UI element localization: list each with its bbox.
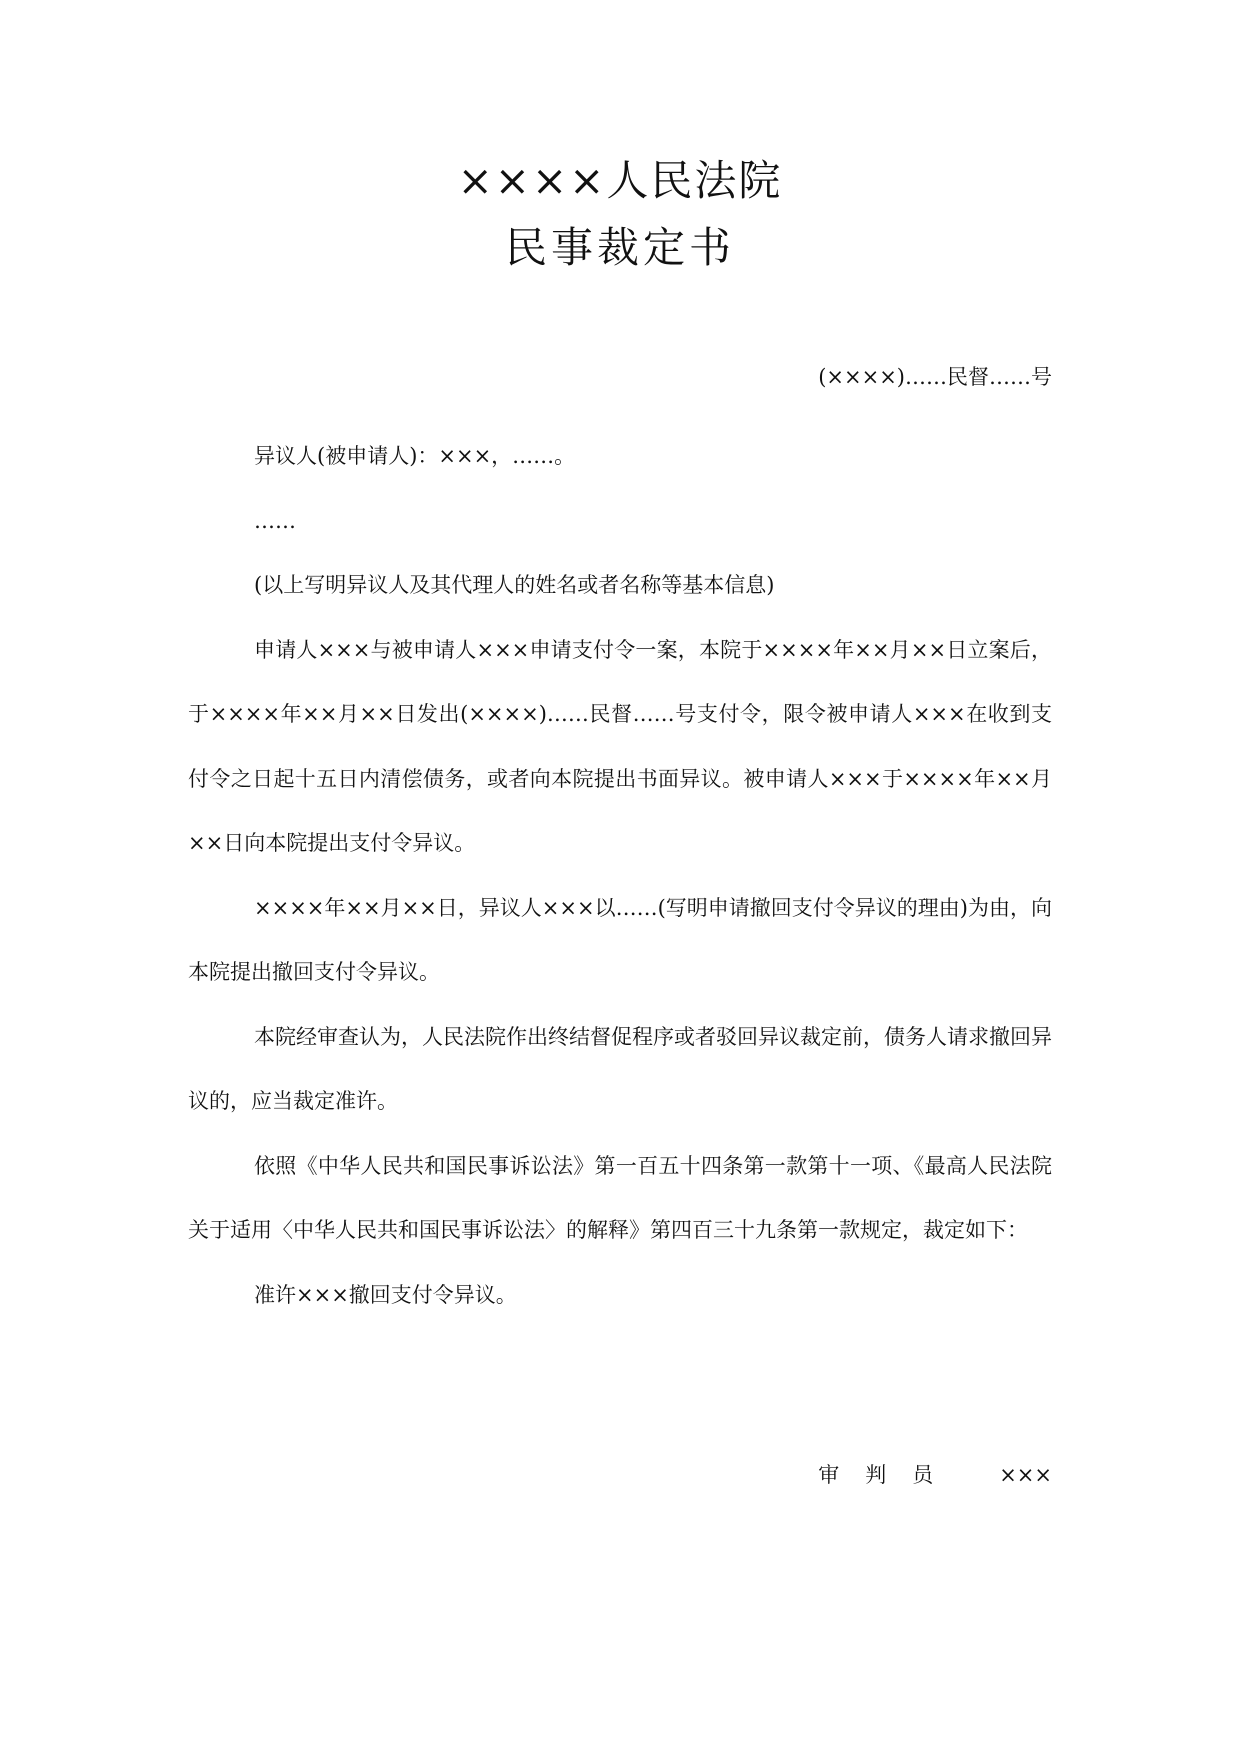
objector-info-paragraph: 异议人(被申请人)：×××，……。 [254,444,576,468]
judge-name: ××× [999,1463,1052,1487]
withdrawal-request-paragraph: ××××年××月××日，异议人×××以……(写明申请撤回支付令异议的理由)为由，向本院提出撤回支付令异议。 [188,895,1052,984]
case-number: (××××)……民督……号 [818,365,1052,389]
case-background-paragraph: 申请人×××与被申请人×××申请支付令一案，本院于××××年××月××日立案后，于××××年××月××日发出(××××)……民督……号支付令，限令被申请人×××在收到支付令之日起十五日内清偿债务，或者向本院提出书面异议。被申请人×××于××××年××月××日向本院提出支付令异议。 [188,637,1052,855]
party-info-note-paragraph: (以上写明异议人及其代理人的姓名或者名称等基本信息) [254,573,775,597]
court-reasoning-paragraph: 本院经审查认为，人民法院作出终结督促程序或者驳回异议裁定前，债务人请求撤回异议的，应当裁定准许。 [188,1024,1052,1113]
ruling-paragraph: 准许×××撤回支付令异议。 [254,1282,517,1307]
legal-basis-paragraph: 依照《中华人民共和国民事诉讼法》第一百五十四条第一款第十一项、《最高人民法院关于适用〈中华人民共和国民事诉讼法〉的解释》第四百三十九条第一款规定，裁定如下： [188,1153,1052,1242]
court-name: ××××人民法院 [457,156,783,205]
document-body [188,424,1052,1327]
document-type-title: 民事裁定书 [504,223,735,272]
judge-role-label: 审判员 [818,1463,960,1487]
judge-signature [818,1460,1052,1490]
ellipsis-paragraph: …… [254,508,296,533]
